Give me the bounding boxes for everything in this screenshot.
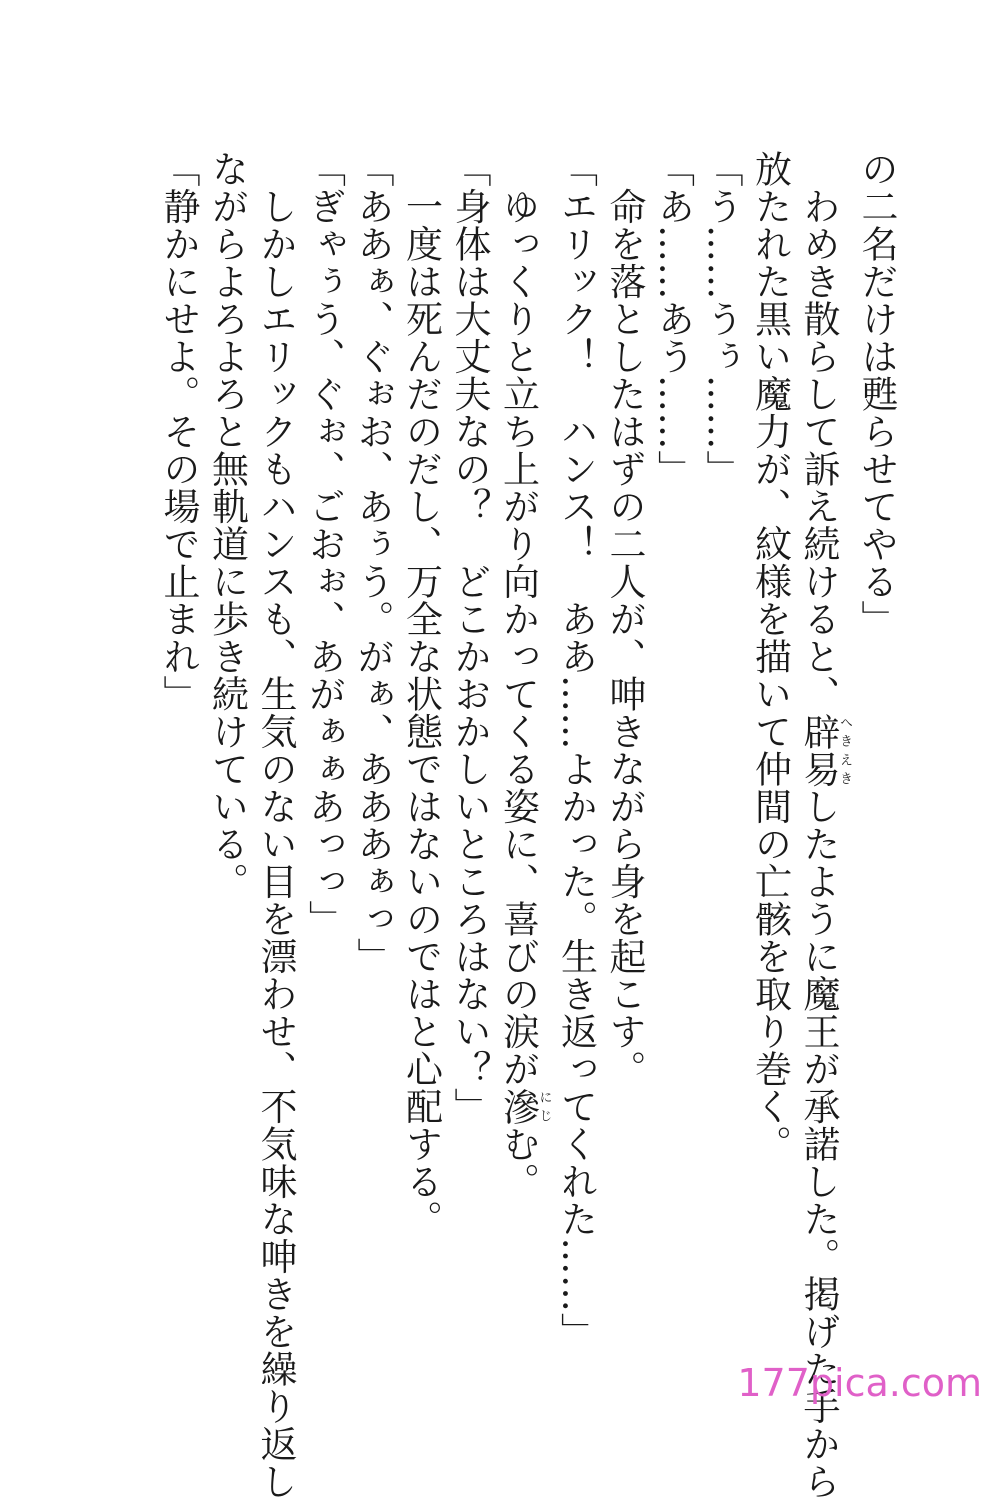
ruby-base: 辟易 [797, 713, 840, 788]
ruby-base: 滲 [497, 1088, 540, 1126]
text-line-11: 「ああぁ、ぐぉお、あぅう。がぁ、あああぁっ」 [348, 150, 397, 1330]
text-line-10: 一度は死んだのだし、万全な状態ではないのではと心配する。 [396, 150, 445, 1330]
text-segment: ゆっくりと立ち上がり向かってくる姿に、喜びの涙が [497, 150, 540, 1088]
text-line-12: 「ぎゃぅう、ぐぉ、ごおぉ、あがぁぁあっっ」 [299, 150, 348, 1330]
watermark: 177pica.com [737, 1361, 982, 1405]
novel-text [154, 150, 901, 1330]
ruby-reading: にじ [537, 1088, 552, 1126]
text-segment: したように魔王が承諾した。掲げた手から [797, 788, 840, 1500]
text-segment: わめき散らして訴え続けると、 [797, 150, 840, 713]
text-line-3: 放たれた黒い魔力が、紋様を描いて仲間の亡骸を取り巻く。 [745, 150, 794, 1330]
text-line-9: 「身体は大丈夫なの？ どこかおかしいところはない？」 [445, 150, 494, 1330]
text-line-7: 「エリック！ ハンス！ ああ……よかった。生き返ってくれた……」 [551, 150, 600, 1330]
text-line-6: 命を落としたはずの二人が、呻きながら身を起こす。 [600, 150, 649, 1330]
text-segment: む。 [497, 1125, 540, 1200]
text-line-8 [493, 150, 551, 1330]
text-line-13: しかしエリックもハンスも、生気のない目を漂わせ、不気味な呻きを繰り返し [251, 150, 300, 1330]
text-line-1: の二名だけは甦らせてやる」 [852, 150, 901, 1330]
text-line-4: 「う……うぅ……」 [697, 150, 746, 1330]
ruby-reading: へきえき [837, 713, 852, 788]
text-line-14: ながらよろよろと無軌道に歩き続けている。 [202, 150, 251, 1330]
text-line-15: 「静かにせよ。その場で止まれ」 [154, 150, 203, 1330]
ruby-annotation [497, 1088, 540, 1126]
text-line-5: 「あ……あう……」 [648, 150, 697, 1330]
text-line-2 [794, 150, 852, 1330]
ruby-annotation [797, 713, 840, 788]
